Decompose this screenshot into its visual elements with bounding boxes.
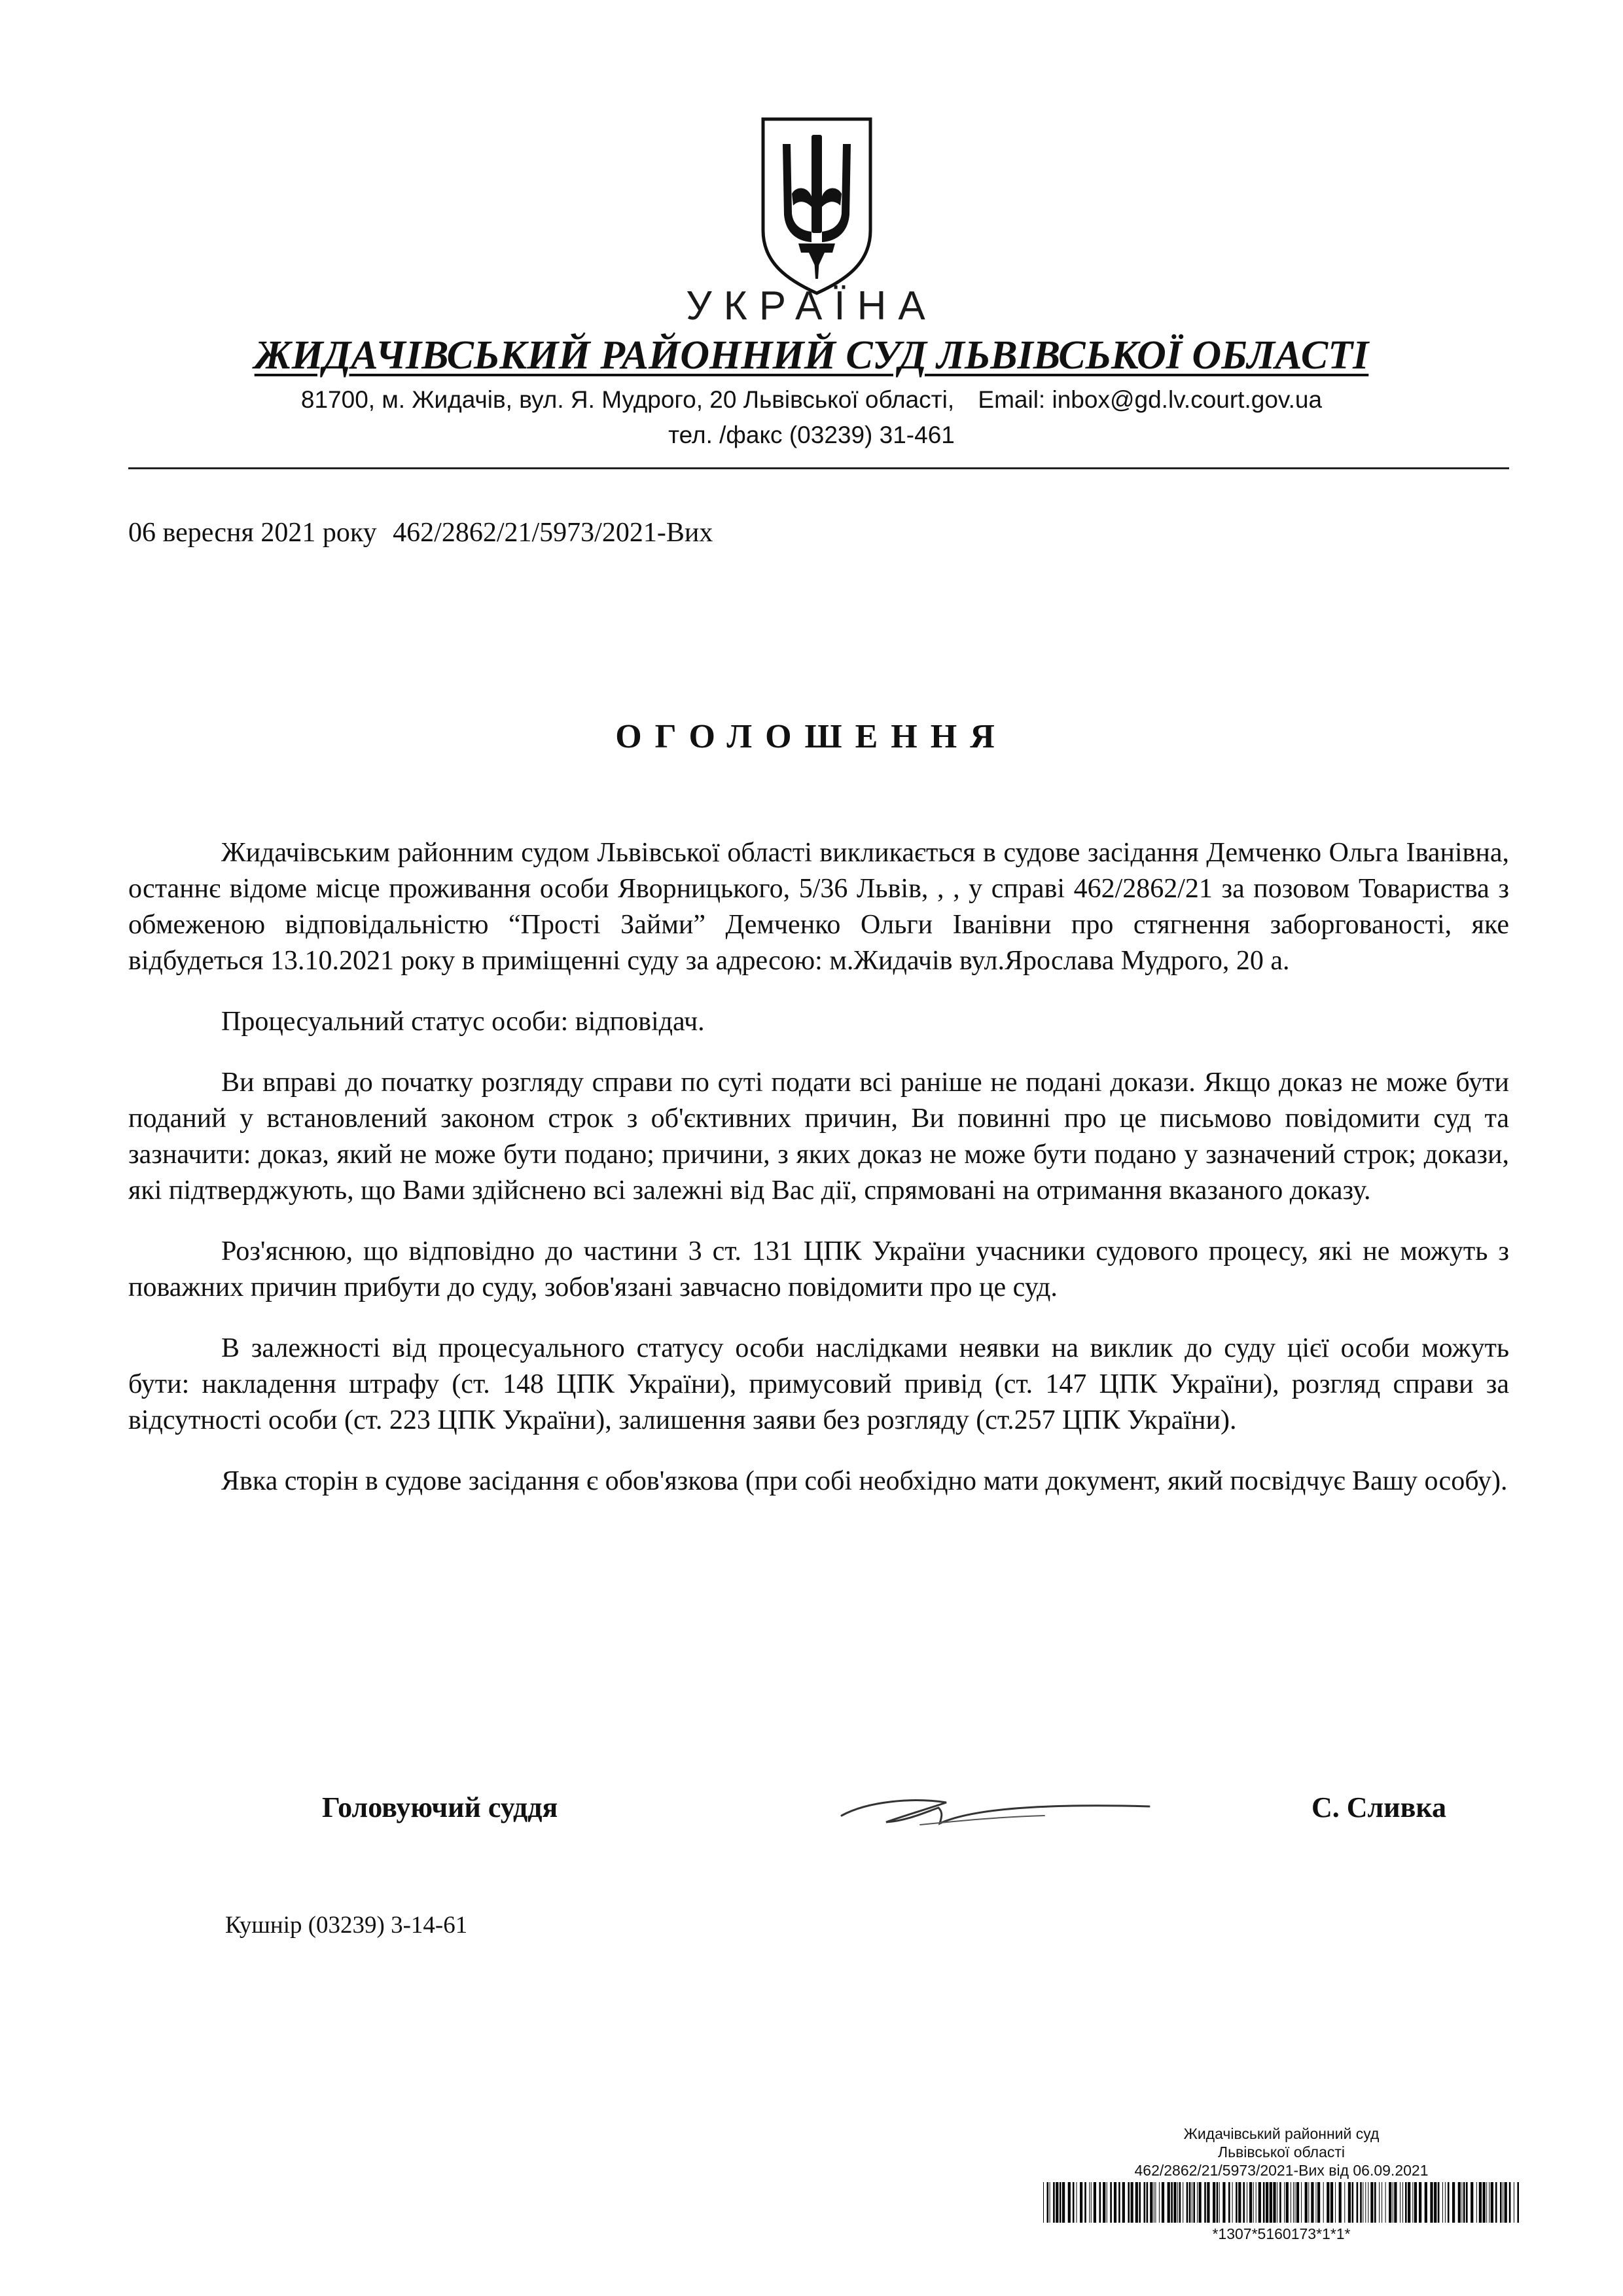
barcode-bar bbox=[1236, 2182, 1238, 2223]
barcode-bar bbox=[1327, 2182, 1329, 2223]
barcode-bar bbox=[1419, 2182, 1421, 2223]
barcode-bar bbox=[1483, 2182, 1486, 2223]
barcode-bar bbox=[1442, 2182, 1443, 2223]
barcode-bar bbox=[1062, 2182, 1065, 2223]
barcode-bar bbox=[1365, 2182, 1366, 2223]
barcode-bar bbox=[1073, 2182, 1075, 2223]
barcode-bar bbox=[1147, 2182, 1149, 2223]
barcode-bar bbox=[1168, 2182, 1170, 2223]
barcode-bar bbox=[1352, 2182, 1354, 2223]
barcode-bar bbox=[1219, 2182, 1220, 2223]
barcode-bar bbox=[1056, 2182, 1058, 2223]
barcode-bar bbox=[1114, 2182, 1116, 2223]
barcode-bar bbox=[1479, 2182, 1482, 2223]
barcode bbox=[1043, 2182, 1521, 2223]
outgoing-reference bbox=[128, 517, 713, 548]
barcode-bar bbox=[1471, 2182, 1473, 2223]
barcode-bar bbox=[1461, 2182, 1462, 2223]
document-title: ОГОЛОШЕННЯ bbox=[615, 718, 1008, 755]
barcode-bar bbox=[1053, 2182, 1055, 2223]
paragraph-attendance: Явка сторін в судове засідання є обов'язкова (при собі необхідно мати документ, який посвідчує Вашу особу). bbox=[221, 1466, 1508, 1496]
barcode-bar bbox=[1273, 2182, 1275, 2223]
reference-number: 462/2862/21/5973/2021-Вих bbox=[393, 518, 713, 548]
judge-name: С. Сливка bbox=[1311, 1791, 1447, 1823]
barcode-bar bbox=[1232, 2182, 1233, 2223]
barcode-bar bbox=[1279, 2182, 1281, 2223]
barcode-bar bbox=[1348, 2182, 1351, 2223]
barcode-bar bbox=[1118, 2182, 1120, 2223]
reference-date: 06 вересня 2021 року bbox=[128, 518, 377, 548]
paragraph-explanation: Роз'яснюю, що відповідно до частини 3 ст. 131 ЦПК України учасники судового процесу, які не можуть з поважних причин прибути до суду, зобов'язані завчасно повідомити про це суд. bbox=[128, 1236, 1509, 1302]
barcode-bar bbox=[1159, 2182, 1160, 2223]
barcode-bar bbox=[1060, 2182, 1061, 2223]
barcode-bar bbox=[1162, 2182, 1164, 2223]
barcode-bar bbox=[1466, 2182, 1468, 2223]
barcode-bar bbox=[1505, 2182, 1507, 2223]
barcode-bar bbox=[1445, 2182, 1446, 2223]
barcode-bar bbox=[1357, 2182, 1359, 2223]
barcode-bar bbox=[1258, 2182, 1261, 2223]
barcode-bar bbox=[1434, 2182, 1436, 2223]
barcode-bar bbox=[1207, 2182, 1209, 2223]
barcode-bar bbox=[1080, 2182, 1082, 2223]
barcode-bar bbox=[1084, 2182, 1086, 2223]
handwritten-signature bbox=[829, 1778, 1156, 1843]
barcode-bar bbox=[1438, 2182, 1440, 2223]
barcode-bar bbox=[1360, 2182, 1362, 2223]
barcode-bar bbox=[1385, 2182, 1386, 2223]
barcode-bar bbox=[1509, 2182, 1511, 2223]
paragraph-evidence: Ви вправі до початку розгляду справи по суті подати всі раніше не подані докази. Якщо доказ не може бути поданий у встановлений законом строк з об'єктивних причин, Ви повинні про це письмово повідомити суд та зазначити: доказ, який не може бути подано; причини, з яких доказ не може бути подано у зазначений строк; докази, які підтверджують, що Вами здійснено всі залежні від Вас дії, спрямовані на отримання вказаного доказу. bbox=[128, 1067, 1509, 1206]
barcode-bar bbox=[1402, 2182, 1403, 2223]
announcement-body bbox=[128, 835, 1509, 1524]
barcode-bar bbox=[1452, 2182, 1455, 2223]
barcode-bar bbox=[1243, 2182, 1245, 2223]
barcode-bar bbox=[1266, 2182, 1268, 2223]
barcode-bar bbox=[1089, 2182, 1090, 2223]
stamp-court: Жидачівський районний суд bbox=[1183, 2125, 1380, 2142]
barcode-bar bbox=[1491, 2182, 1493, 2223]
barcode-bar bbox=[1122, 2182, 1125, 2223]
email-address: inbox@gd.lv.court.gov.ua bbox=[1052, 386, 1323, 413]
barcode-bar bbox=[1293, 2182, 1294, 2223]
barcode-bar bbox=[1091, 2182, 1092, 2223]
barcode-bar bbox=[1286, 2182, 1289, 2223]
barcode-bar bbox=[1043, 2182, 1044, 2223]
barcode-bar bbox=[1099, 2182, 1101, 2223]
barcode-bar bbox=[1301, 2182, 1302, 2223]
barcode-bar bbox=[1294, 2182, 1295, 2223]
barcode-bar bbox=[1296, 2182, 1299, 2223]
header-divider bbox=[128, 467, 1509, 469]
paragraph-consequences: В залежності від процесуального статусу особи наслідками неявки на виклик до суду цієї особи можуть бути: накладення штрафу (ст. 148 ЦПК України), примусовий привід (ст. 147 ЦПК України), розгляд справи за відсутності особи (ст. 223 ЦПК України), залишення заяви без розгляду (ст.257 ЦПК України). bbox=[128, 1333, 1509, 1435]
barcode-bar bbox=[1308, 2182, 1309, 2223]
judge-title: Головуючий суддя bbox=[322, 1791, 558, 1823]
barcode-bar bbox=[1256, 2182, 1257, 2223]
email-label: Email: bbox=[978, 386, 1046, 413]
court-name: ЖИДАЧІВСЬКИЙ РАЙОННИЙ СУД ЛЬВІВСЬКОЇ ОБЛАСТІ bbox=[254, 333, 1369, 378]
barcode-bar bbox=[1228, 2182, 1230, 2223]
barcode-bar bbox=[1317, 2182, 1320, 2223]
barcode-bar bbox=[1270, 2182, 1272, 2223]
barcode-bar bbox=[1217, 2182, 1219, 2223]
barcode-bar bbox=[1284, 2182, 1285, 2223]
barcode-bar bbox=[1213, 2182, 1215, 2223]
country-name: УКРАЇНА bbox=[686, 283, 937, 329]
barcode-bar bbox=[1139, 2182, 1141, 2223]
barcode-bar bbox=[1047, 2182, 1049, 2223]
address-line bbox=[0, 382, 1623, 418]
barcode-bar bbox=[1173, 2182, 1176, 2223]
barcode-bar bbox=[1222, 2182, 1225, 2223]
barcode-bar bbox=[1330, 2182, 1333, 2223]
barcode-bar bbox=[1412, 2182, 1413, 2223]
barcode-bar bbox=[1374, 2182, 1376, 2223]
barcode-number: *1307*5160173*1*1* bbox=[1212, 2225, 1351, 2242]
barcode-bar bbox=[1405, 2182, 1407, 2223]
barcode-bar bbox=[1414, 2182, 1417, 2223]
registration-stamp bbox=[1039, 2125, 1524, 2179]
barcode-bar bbox=[1068, 2182, 1071, 2223]
executor-contact: Кушнір (03239) 3-14-61 bbox=[225, 1912, 468, 1939]
barcode-bar bbox=[1204, 2182, 1206, 2223]
stamp-reference: 462/2862/21/5973/2021-Вих від 06.09.2021 bbox=[1134, 2162, 1429, 2179]
barcode-bar bbox=[1335, 2182, 1336, 2223]
barcode-bar bbox=[1238, 2182, 1241, 2223]
barcode-bar bbox=[1458, 2182, 1461, 2223]
paragraph-summons: Жидачівським районним судом Львівської області викликається в судове засідання Демченко Ольга Іванівна, останнє відоме місце проживання особи Яворницького, 5/36 Львів, , , у справі 462/2862/21 за позовом Товариства з обмеженою відповідальністю “Прості Займи” Демченко Ольги Іванівни про стягнення заборгованості, яке відбудеться 13.10.2021 року в приміщенні суду за адресою: м.Жидачів вул.Ярослава Мудрого, 20 а. bbox=[128, 838, 1509, 976]
barcode-bar bbox=[1094, 2182, 1096, 2223]
barcode-bar bbox=[1171, 2182, 1173, 2223]
barcode-bar bbox=[1463, 2182, 1465, 2223]
barcode-bar bbox=[1430, 2182, 1433, 2223]
stamp-region: Львівської області bbox=[1217, 2144, 1346, 2161]
barcode-bar bbox=[1323, 2182, 1324, 2223]
barcode-bar bbox=[1186, 2182, 1188, 2223]
barcode-bar bbox=[1311, 2182, 1313, 2223]
barcode-bar bbox=[1144, 2182, 1146, 2223]
barcode-bar bbox=[1197, 2182, 1198, 2223]
street-address: 81700, м. Жидачів, вул. Я. Мудрого, 20 Львівської області, bbox=[300, 386, 955, 413]
barcode-bar bbox=[1344, 2182, 1345, 2223]
phone-line: тел. /факс (03239) 31-461 bbox=[668, 422, 955, 448]
barcode-bar bbox=[1476, 2182, 1477, 2223]
barcode-bar bbox=[1425, 2182, 1427, 2223]
paragraph-status: Процесуальний статус особи: відповідач. bbox=[221, 1007, 705, 1037]
barcode-bar bbox=[1193, 2182, 1195, 2223]
barcode-bar bbox=[1517, 2182, 1519, 2223]
barcode-bar bbox=[1135, 2182, 1138, 2223]
barcode-bar bbox=[1263, 2182, 1265, 2223]
trident-coat-of-arms-icon bbox=[759, 115, 874, 297]
barcode-bar bbox=[1379, 2182, 1380, 2223]
barcode-bar bbox=[1408, 2182, 1410, 2223]
court-address bbox=[0, 382, 1623, 453]
barcode-bar bbox=[1448, 2182, 1450, 2223]
barcode-bar bbox=[1155, 2182, 1156, 2223]
barcode-bar bbox=[1370, 2182, 1373, 2223]
barcode-bar bbox=[1199, 2182, 1202, 2223]
barcode-bar bbox=[1500, 2182, 1502, 2223]
barcode-bar bbox=[1495, 2182, 1497, 2223]
barcode-bar bbox=[1249, 2182, 1252, 2223]
barcode-bar bbox=[1110, 2182, 1112, 2223]
barcode-bar bbox=[1128, 2182, 1130, 2223]
barcode-bar bbox=[1131, 2182, 1133, 2223]
barcode-bar bbox=[1305, 2182, 1308, 2223]
barcode-bar bbox=[1389, 2182, 1391, 2223]
barcode-bar bbox=[1179, 2182, 1181, 2223]
barcode-bar bbox=[1103, 2182, 1105, 2223]
barcode-bar bbox=[1339, 2182, 1342, 2223]
barcode-bar bbox=[1177, 2182, 1178, 2223]
barcode-bar bbox=[1253, 2182, 1254, 2223]
barcode-bar bbox=[1394, 2182, 1397, 2223]
barcode-bar bbox=[1486, 2182, 1487, 2223]
barcode-bar bbox=[1150, 2182, 1152, 2223]
barcode-bar bbox=[1316, 2182, 1317, 2223]
barcode-bar bbox=[1189, 2182, 1191, 2223]
